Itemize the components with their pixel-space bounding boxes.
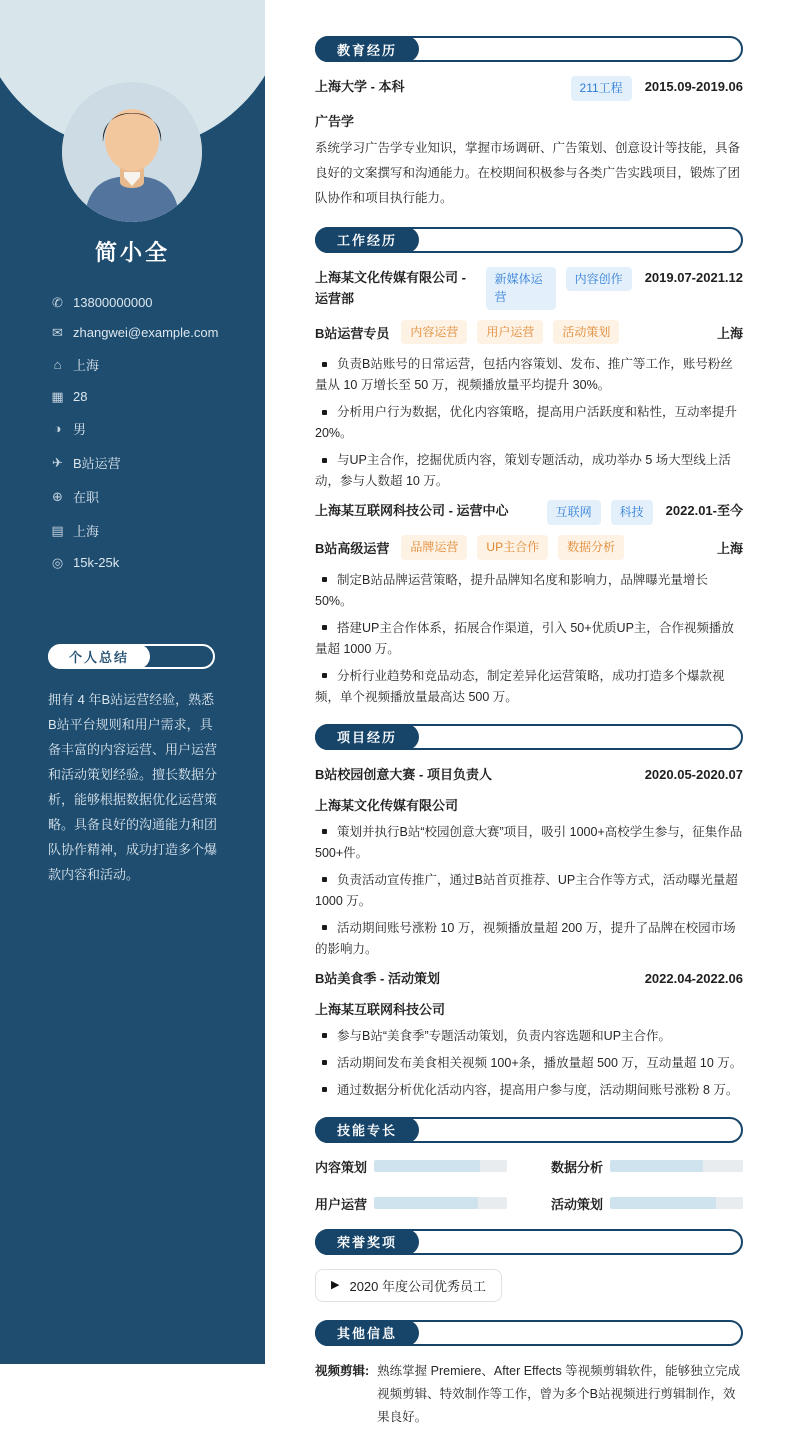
resume-main	[265, 0, 794, 1424]
education-header-title: 教育经历	[315, 36, 419, 62]
skill-item	[315, 1194, 507, 1213]
bullet-list	[315, 354, 743, 492]
job-subhead	[315, 535, 743, 560]
job-status-icon: ⊕	[52, 489, 63, 504]
bullet-item	[315, 618, 743, 660]
work-header	[315, 227, 743, 253]
contact-value: 在职	[73, 490, 100, 505]
school-name: 上海大学 - 本科	[315, 79, 405, 94]
project-name: B站美食季 - 活动策划	[315, 970, 440, 986]
industry-tag: 科技	[611, 500, 653, 525]
education-date: 2015.09-2019.06	[644, 79, 743, 94]
skill-tag: 品牌运营	[401, 535, 467, 560]
project-list	[315, 764, 743, 1101]
salary-icon: ◎	[51, 555, 64, 570]
contact-value: 上海	[73, 358, 100, 373]
job-date: 2022.01-至今	[665, 503, 743, 519]
section-education	[315, 36, 743, 211]
contact-value: zhangwei@example.com	[73, 325, 219, 340]
bullet-list	[315, 1026, 743, 1101]
industry-tag: 内容创作	[566, 267, 632, 292]
bullet-item	[315, 666, 743, 708]
bullet-text: 搭建UP主合作体系，拓展合作渠道，引入 50+优质UP主，合作视频播放量超 1000 万。	[315, 620, 734, 656]
skill-item	[551, 1157, 743, 1176]
project-head	[315, 968, 743, 989]
sidebar-header	[0, 0, 265, 228]
summary-title: 个人总结	[48, 644, 150, 669]
project-entry	[315, 764, 743, 960]
contact-value: B站运营	[73, 456, 121, 471]
section-projects	[315, 724, 743, 1101]
company-name: 上海某文化传媒有限公司 - 运营部	[315, 269, 466, 306]
phone-icon: ✆	[52, 295, 63, 310]
other-info-row	[315, 1360, 743, 1429]
bullet-item	[315, 870, 743, 912]
major-name: 广告学	[315, 113, 355, 129]
awards-header-title: 荣誉奖项	[315, 1229, 419, 1255]
bullet-marker	[322, 925, 327, 930]
skill-item	[315, 1157, 507, 1176]
school-tag: 211工程	[571, 76, 632, 101]
projects-header-title: 项目经历	[315, 724, 419, 750]
project-name: B站校园创意大赛 - 项目负责人	[315, 766, 492, 782]
other-info-text: 熟练掌握 Premiere、After Effects 等视频剪辑软件，能够独立完成视频剪辑、特效制作等工作，曾为多个B站视频进行剪辑制作，效果良好。	[377, 1363, 741, 1424]
education-description: 系统学习广告学专业知识，掌握市场调研、广告策划、创意设计等技能，具备良好的文案撰写和沟通能力。在校期间积极参与各类广告实践项目，锻炼了团队协作和项目执行能力。	[315, 140, 741, 205]
age-icon: ▦	[51, 389, 64, 404]
email-icon: ✉	[52, 325, 63, 340]
award-item[interactable]	[315, 1269, 502, 1302]
projects-header	[315, 724, 743, 750]
company-tags	[486, 267, 632, 310]
contact-item	[50, 453, 245, 472]
contact-value: 15k-25k	[73, 555, 120, 570]
gender-icon: ◑	[53, 421, 62, 436]
education-header	[315, 36, 743, 62]
contact-value: 男	[73, 422, 87, 437]
job-subhead	[315, 320, 743, 345]
summary-section-header	[48, 644, 215, 669]
position-name: B站高级运营	[315, 540, 390, 556]
skills-header	[315, 1117, 743, 1143]
bullet-text: 负责活动宣传推广，通过B站首页推荐、UP主合作等方式，活动曝光量超 1000 万。	[315, 872, 738, 908]
profile-photo	[62, 82, 202, 222]
skill-tag: UP主合作	[477, 535, 548, 560]
skill-bar-fill	[374, 1160, 480, 1172]
award-text: 2020 年度公司优秀员工	[349, 1278, 487, 1294]
bullet-marker	[322, 625, 327, 630]
job-entry	[315, 500, 743, 707]
skill-name: 活动策划	[551, 1196, 604, 1212]
section-work	[315, 227, 743, 708]
bullet-marker	[322, 362, 327, 367]
bullet-marker	[322, 1087, 327, 1092]
bullet-item	[315, 1080, 743, 1101]
bullet-marker	[322, 410, 327, 415]
bullet-text: 制定B站品牌运营策略，提升品牌知名度和影响力，品牌曝光量增长 50%。	[315, 572, 708, 608]
skill-bar-fill	[610, 1197, 716, 1209]
contact-item	[50, 555, 245, 570]
bullet-text: 参与B站“美食季”专题活动策划，负责内容选题和UP主合作。	[337, 1028, 672, 1043]
skill-grid	[315, 1157, 743, 1213]
bullet-list	[315, 570, 743, 708]
contact-value: 28	[73, 389, 88, 404]
skill-bar-fill	[374, 1197, 478, 1209]
sidebar	[0, 0, 265, 1364]
bullet-list	[315, 822, 743, 960]
job-date: 2019.07-2021.12	[644, 269, 743, 285]
bullet-marker	[322, 458, 327, 463]
industry-tag: 新媒体运营	[486, 267, 556, 310]
award-list	[315, 1269, 743, 1304]
project-entry	[315, 968, 743, 1101]
project-date: 2022.04-2022.06	[644, 970, 743, 986]
company-name: 上海某互联网科技公司 - 运营中心	[315, 503, 509, 519]
section-other	[315, 1320, 743, 1429]
project-company: 上海某互联网科技公司	[315, 1001, 446, 1017]
skill-name: 内容策划	[315, 1159, 368, 1175]
contact-list	[0, 295, 265, 570]
company-tags	[547, 500, 653, 525]
job-head	[315, 500, 743, 525]
bullet-item	[315, 1053, 743, 1074]
home-icon: ⌂	[53, 357, 62, 372]
skill-name: 用户运营	[315, 1196, 368, 1212]
bullet-text: 策划并执行B站“校园创意大赛”项目，吸引 1000+高校学生参与，征集作品 500+件。	[315, 824, 743, 860]
bullet-text: 分析用户行为数据，优化内容策略，提高用户活跃度和粘性，互动率提升 20%。	[315, 405, 738, 441]
bullet-item	[315, 1026, 743, 1047]
job-list	[315, 267, 743, 708]
avatar-illustration	[62, 82, 202, 222]
bullet-marker	[322, 877, 327, 882]
job-entry	[315, 267, 743, 493]
project-date: 2020.05-2020.07	[644, 766, 743, 782]
position-name: B站运营专员	[315, 325, 390, 341]
contact-value: 13800000000	[73, 295, 153, 310]
bullet-text: 活动期间发布美食相关视频 100+条，播放量超 500 万，互动量超 10 万。	[337, 1055, 743, 1070]
bullet-item	[315, 450, 743, 492]
skill-bar	[610, 1197, 743, 1209]
bullet-text: 分析行业趋势和竞品动态，制定差异化运营策略，成功打造多个爆款视频，单个视频播放量最高达 500 万。	[315, 668, 725, 704]
skill-tag: 数据分析	[558, 535, 624, 560]
other-info-label: 视频剪辑:	[315, 1363, 370, 1378]
project-company: 上海某文化传媒有限公司	[315, 797, 459, 813]
summary-text: 拥有 4 年B站运营经验，熟悉B站平台规则和用户需求，具备丰富的内容运营、用户运营和活动策划经验。擅长数据分析，能够根据数据优化运营策略。具备良好的沟通能力和团队协作精神，成功打造多个爆款内容和活动。	[48, 692, 218, 882]
bullet-text: 负责B站账号的日常运营，包括内容策划、发布、推广等工作，账号粉丝量从 10 万增长至 50 万，视频播放量平均提升 30%。	[315, 357, 733, 393]
skill-tag: 用户运营	[477, 320, 543, 345]
section-skills	[315, 1117, 743, 1213]
bullet-item	[315, 402, 743, 444]
position-tags	[401, 320, 619, 345]
contact-item	[50, 521, 245, 540]
contact-item	[50, 389, 245, 404]
contact-value: 上海	[73, 524, 100, 539]
bullet-item	[315, 918, 743, 960]
skills-header-title: 技能专长	[315, 1117, 419, 1143]
contact-item	[50, 355, 245, 374]
contact-item	[50, 487, 245, 506]
bullet-marker	[322, 1060, 327, 1065]
education-entry	[315, 76, 743, 101]
bullet-text: 活动期间账号涨粉 10 万，视频播放量超 200 万，提升了品牌在校园市场的影响力。	[315, 920, 736, 956]
contact-item	[50, 295, 245, 310]
industry-tag: 互联网	[547, 500, 601, 525]
job-location: 上海	[716, 540, 743, 556]
bullet-text: 与UP主合作，挖掘优质内容，策划专题活动，成功举办 5 场大型线上活动，参与人数超 10 万。	[315, 453, 731, 489]
other-header	[315, 1320, 743, 1346]
bullet-item	[315, 570, 743, 612]
bullet-text: 通过数据分析优化活动内容，提高用户参与度，活动期间账号涨粉 8 万。	[337, 1082, 739, 1097]
skill-bar	[374, 1197, 507, 1209]
job-intention-icon: ✈	[52, 455, 63, 470]
bullet-marker	[322, 1033, 327, 1038]
skill-item	[551, 1194, 743, 1213]
section-awards	[315, 1229, 743, 1304]
job-head	[315, 267, 743, 310]
candidate-name: 简小全	[94, 240, 170, 265]
skill-bar	[374, 1160, 507, 1172]
contact-item	[50, 419, 245, 438]
skill-bar-fill	[610, 1160, 703, 1172]
position-tags	[401, 535, 624, 560]
skill-name: 数据分析	[551, 1159, 604, 1175]
bullet-marker	[322, 829, 327, 834]
contact-item	[50, 325, 245, 340]
project-head	[315, 764, 743, 785]
bullet-marker	[322, 577, 327, 582]
school-tags	[571, 76, 632, 101]
bullet-item	[315, 354, 743, 396]
other-header-title: 其他信息	[315, 1320, 419, 1346]
awards-header	[315, 1229, 743, 1255]
skill-tag: 内容运营	[401, 320, 467, 345]
skill-bar	[610, 1160, 743, 1172]
work-header-title: 工作经历	[315, 227, 419, 253]
bullet-item	[315, 822, 743, 864]
city-icon: ▤	[51, 523, 64, 538]
bullet-marker	[322, 673, 327, 678]
expand-triangle-icon: ▶	[331, 1278, 340, 1291]
job-location: 上海	[716, 325, 743, 341]
skill-tag: 活动策划	[553, 320, 619, 345]
